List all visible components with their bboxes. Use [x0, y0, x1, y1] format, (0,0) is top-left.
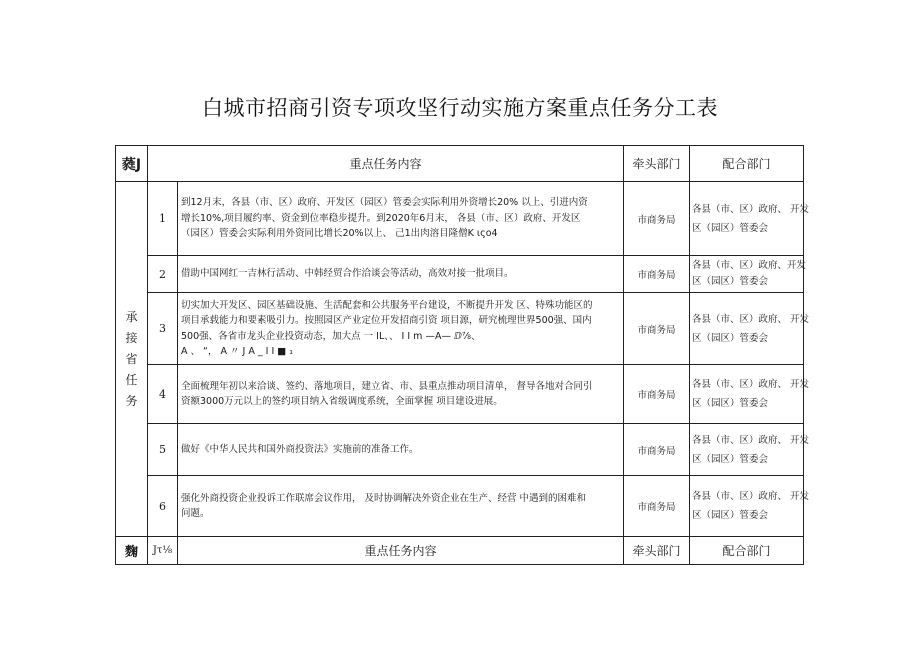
- header-content: 重点任务内容: [148, 146, 624, 182]
- row-number: 1: [148, 182, 178, 256]
- cooperate-line: 区（园区）管委会: [692, 510, 769, 521]
- content-line: 切实加大开发区、园区基础设施、生活配套和公共服务平台建设，不断提升开发 区、特殊功能区的: [181, 299, 593, 311]
- category-char: 务: [125, 393, 138, 408]
- content-line: A 、 “， A 〃 J A _ I I ■ ₁: [181, 346, 294, 357]
- row-number: 3: [148, 293, 178, 365]
- content-line: 做好《中华人民共和国外商投资法》实施前的准备工作。: [181, 443, 419, 455]
- footer-lead: 牵头部门: [624, 537, 690, 565]
- table-header-row: [116, 146, 804, 182]
- table-row: [116, 256, 804, 293]
- row-lead: 市商务局: [624, 365, 690, 424]
- row-number: 6: [148, 476, 178, 537]
- cooperate-line: 各县（市、区）政府、 开发: [692, 379, 810, 390]
- header-lead: 牵头部门: [624, 146, 690, 182]
- header-category: 蕤J: [116, 146, 148, 182]
- row-content: [178, 182, 624, 256]
- row-content: [178, 476, 624, 537]
- cooperate-line: 区（园区）管委会: [692, 398, 769, 409]
- footer-number: Jτ⅛: [148, 537, 178, 565]
- row-lead: 市商务局: [624, 424, 690, 476]
- row-number: 4: [148, 365, 178, 424]
- content-line: 全面梳理年初以来洽谈、签约、落地项目，建立省、市、县重点推动项目清单， 督导各地对合同引: [181, 380, 593, 392]
- content-line: 资额3000万元以上的签约项目纳入省级调度系统，全面掌握 项目建设进展。: [181, 396, 503, 407]
- table-row: [116, 476, 804, 537]
- table-footer-row: [116, 537, 804, 565]
- footer-category: 麴: [116, 537, 148, 565]
- content-line: 500强、各省市龙头企业投资动态，加大点 一 IL、、 I I m —A— ⅅ⅞、: [181, 330, 481, 342]
- category-char: 省: [125, 351, 138, 366]
- row-lead: 市商务局: [624, 256, 690, 293]
- row-lead: 市商务局: [624, 476, 690, 537]
- row-cooperate: [690, 293, 810, 365]
- table-row: [116, 424, 804, 476]
- row-number: 5: [148, 424, 178, 476]
- row-content: [178, 365, 624, 424]
- content-line: （园区）管委会实际利用外资同比增长20%以上、 己1出肉溶目隆僧K ιςo4: [181, 228, 498, 240]
- header-cooperate: 配合部门: [690, 146, 804, 182]
- content-line: 增长10%,项目履约率、资金到位率稳步提升。到2020年6月末， 各县（市、区）政府、开发区: [181, 212, 581, 224]
- cooperate-line: 各县（市、区）政府、 开发: [692, 491, 810, 502]
- row-lead: 市商务局: [624, 293, 690, 365]
- cooperate-line: 各县（市、区）政府、开发: [692, 260, 807, 271]
- content-line: 强化外商投资企业投诉工作联席会议作用， 及时协调解决外资企业在生产、经营 中遇到的困难和: [181, 492, 587, 504]
- cooperate-line: 区（园区）管委会: [692, 453, 769, 465]
- row-content: [178, 424, 624, 476]
- task-table: [115, 145, 810, 565]
- cooperate-line: 区（园区）管委会: [692, 332, 769, 344]
- row-cooperate: [690, 476, 810, 537]
- footer-content: 重点任务内容: [178, 537, 624, 565]
- cooperate-line: 各县（市、区）政府、 开发: [692, 203, 810, 215]
- category-char: 承: [125, 309, 138, 324]
- content-line: 借助中国网红一吉林行活动、中韩经贸合作洽谈会等活动，高效对接一批项目。: [181, 268, 514, 280]
- footer-cooperate: 配合部门: [690, 537, 804, 565]
- document-title: 白城市招商引资专项攻坚行动实施方案重点任务分工表: [202, 96, 718, 120]
- row-content: [178, 256, 624, 293]
- content-line: 项目承载能力和要素吸引力。按照园区产业定位开发招商引资 项目源，研究梳理世界500强、国内: [181, 315, 592, 326]
- category-cell: [116, 182, 148, 537]
- table-row: [116, 365, 804, 424]
- cooperate-line: 区（园区）管委会: [692, 222, 769, 234]
- row-cooperate: [690, 424, 810, 476]
- content-line: 问题。: [181, 508, 210, 519]
- table-row: [116, 293, 804, 365]
- table-row: [116, 182, 804, 256]
- content-line: 到12月末，各县（市、区）政府、开发区（园区）管委会实际利用外资增长20% 以上、引进内资: [181, 197, 588, 209]
- cooperate-line: 区（园区）管委会: [692, 276, 769, 287]
- row-cooperate: [690, 256, 807, 293]
- category-char: 接: [125, 330, 138, 345]
- cooperate-line: 各县（市、区）政府、 开发: [692, 434, 810, 446]
- category-char: 任: [125, 372, 138, 387]
- row-content: [178, 293, 624, 365]
- row-cooperate: [690, 365, 810, 424]
- cooperate-line: 各县（市、区）政府、 开发: [692, 313, 810, 325]
- row-number: 2: [148, 256, 178, 293]
- row-lead: 市商务局: [624, 182, 690, 256]
- row-cooperate: [690, 182, 810, 256]
